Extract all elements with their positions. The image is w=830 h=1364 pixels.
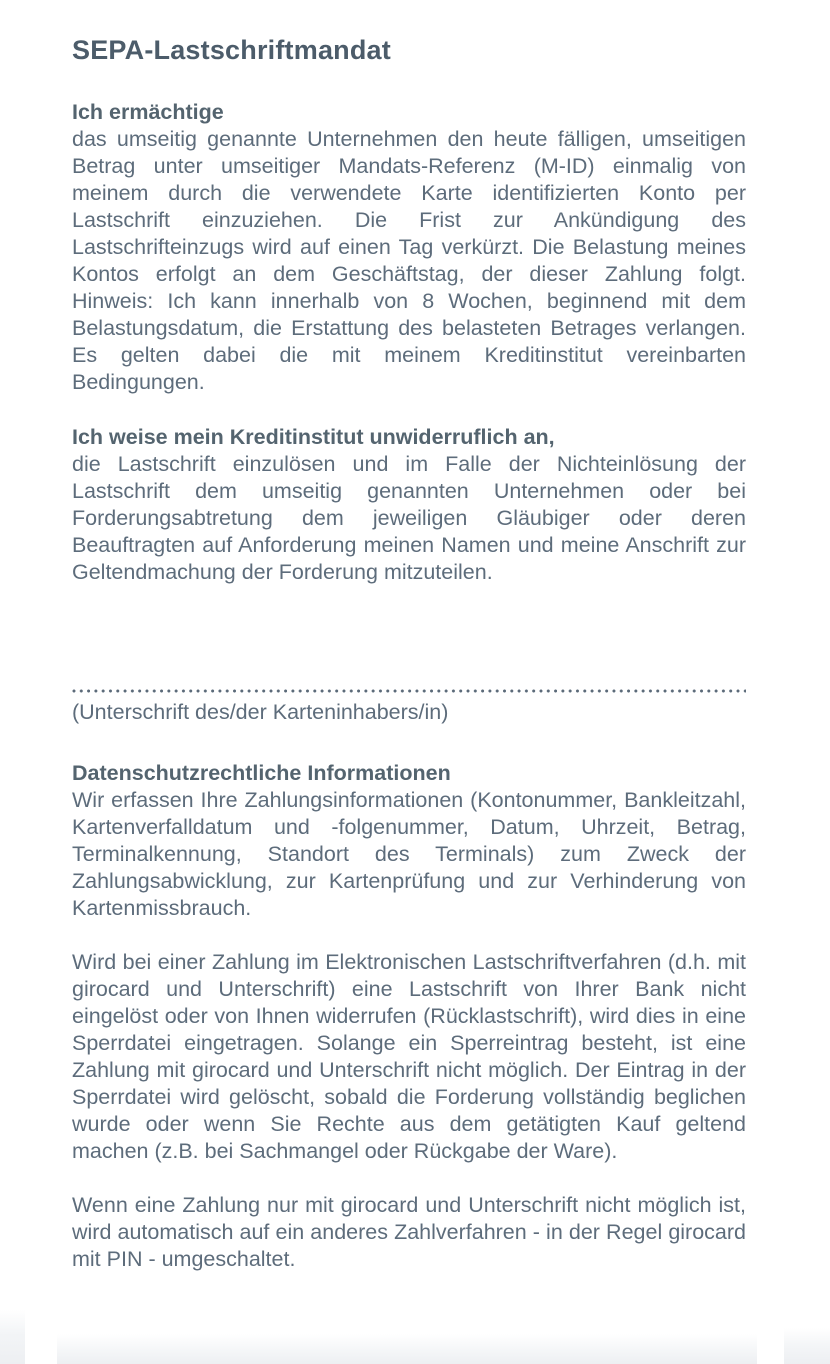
privacy-heading: Datenschutzrechtliche Informationen xyxy=(72,761,451,785)
bank-instruction-paragraph: die Lastschrift einzulösen und im Falle der Nichteinlösung der Lastschrift dem umseitig genannten Unternehmen oder bei Forderungsabtretung dem jeweiligen Gläubiger oder deren Beauftragten auf Anforderung meinen Namen und meine Anschrift zur Geltendmachung der Forderung mitzuteilen. xyxy=(72,452,746,584)
authorization-heading: Ich ermächtige xyxy=(72,100,224,124)
privacy-paragraph-collection: Wir erfassen Ihre Zahlungsinformationen (Kontonummer, Bankleitzahl, Kartenverfalldatum und -folgenummer, Datum, Uhrzeit, Betrag, Terminalkennung, Standort des Terminals) zum Zweck der Zahlungsabwicklung, zur Kartenprüfung und zur Verhinderung von Kartenmissbrauch. xyxy=(72,788,746,920)
section-bank-instruction xyxy=(72,424,746,586)
sepa-mandate-document xyxy=(72,0,746,1273)
privacy-paragraph-fallback: Wenn eine Zahlung nur mit girocard und Unterschrift nicht möglich ist, wird automatisch auf ein anderes Zahlverfahren - in der Regel girocard mit PIN - umgeschaltet. xyxy=(72,1193,746,1271)
section-authorization xyxy=(72,99,746,396)
privacy-paragraph-blocklist: Wird bei einer Zahlung im Elektronischen Lastschriftverfahren (d.h. mit girocard und Unterschrift) eine Lastschrift von Ihrer Bank nicht eingelöst oder von Ihnen widerrufen (Rücklastschrift), wird dies in eine Sperrdatei eingetragen. Solange ein Sperreintrag besteht, ist eine Zahlung mit girocard und Unterschrift nicht möglich. Der Eintrag in der Sperrdatei wird gelöscht, sobald die Forderung vollständig beglichen wurde oder wenn Sie Rechte aus dem getätigten Kauf geltend machen (z.B. bei Sachmangel oder Rückgabe der Ware). xyxy=(72,950,746,1163)
signature-caption: (Unterschrift des/der Karteninhabers/in) xyxy=(72,700,449,724)
bank-instruction-heading: Ich weise mein Kreditinstitut unwiderruflich an, xyxy=(72,425,555,449)
section-privacy-info xyxy=(72,760,746,1273)
paper-edge-shadow-left xyxy=(0,1310,25,1364)
page-title: SEPA-Lastschriftmandat xyxy=(72,35,391,65)
paper-edge-shadow-right xyxy=(784,1328,830,1364)
signature-block xyxy=(72,689,746,726)
authorization-paragraph: das umseitig genannte Unternehmen den heute fälligen, umseitigen Betrag unter umseitiger Mandats-Referenz (M-ID) einmalig von meinem durch die verwendete Karte identifizierten Konto per Lastschrift einzuziehen. Die Frist zur Ankündigung des Lastschrifteinzugs wird auf einen Tag verkürzt. Die Belastung meines Kontos erfolgt an dem Geschäftstag, der dieser Zahlung folgt. Hinweis: Ich kann innerhalb von 8 Wochen, beginnend mit dem Belastungsdatum, die Erstattung des belasteten Betrages verlangen. Es gelten dabei die mit meinem Kreditinstitut vereinbarten Bedingungen. xyxy=(72,127,746,394)
signature-dotted-line xyxy=(72,689,746,693)
paper-edge-shadow-middle xyxy=(57,1334,757,1364)
